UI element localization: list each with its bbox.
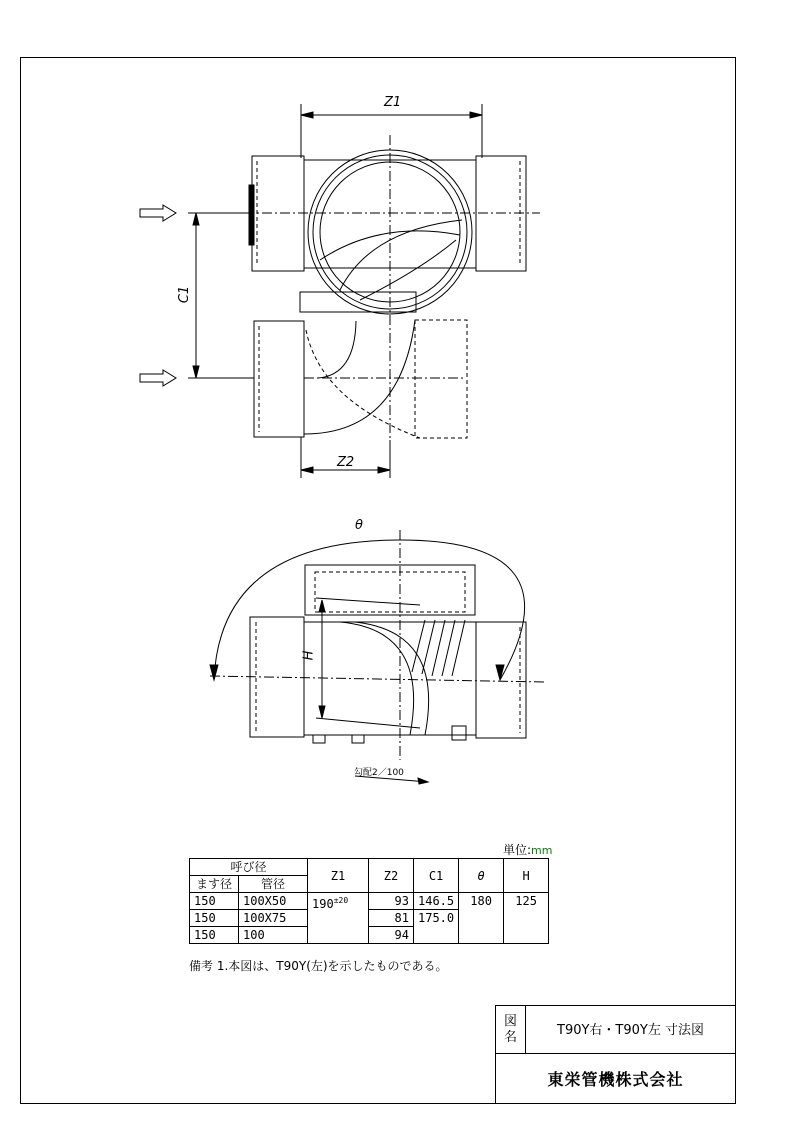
cell-z2: 81 — [369, 910, 414, 927]
cell-theta: 180 — [459, 893, 504, 944]
slope-label: 勾配2／100 — [354, 768, 404, 778]
cell-pipe: 100X50 — [239, 893, 308, 910]
header-c1: C1 — [414, 859, 459, 893]
header-masu: ます径 — [190, 876, 239, 893]
unit-value: mm — [531, 844, 553, 857]
cell-c1: 175.0 — [414, 910, 459, 944]
cell-masu: 150 — [190, 927, 239, 944]
cell-pipe: 100X75 — [239, 910, 308, 927]
z2-dim-label: Z2 — [337, 455, 355, 470]
header-z2: Z2 — [369, 859, 414, 893]
drawing-title: T90Y右・T90Y左 寸法図 — [525, 1005, 736, 1054]
side-view — [210, 530, 545, 784]
header-pipe: 管径 — [239, 876, 308, 893]
company-name: 東栄管機株式会社 — [495, 1053, 736, 1104]
unit-label: 単位:mm — [503, 843, 553, 857]
cell-c1: 146.5 — [414, 893, 459, 910]
cell-h: 125 — [504, 893, 549, 944]
cell-z2: 93 — [369, 893, 414, 910]
cell-masu: 150 — [190, 893, 239, 910]
cell-z1: $190^{\pm 20}$ — [308, 893, 369, 944]
cell-z2: 94 — [369, 927, 414, 944]
theta-dim-label: θ — [355, 518, 363, 533]
table-row — [190, 893, 549, 910]
header-h: H — [504, 859, 549, 893]
title-block-label: 図 名 — [495, 1005, 526, 1054]
remarks-note: 備考 1.本図は、T90Y(左)を示したものである。 — [189, 959, 448, 973]
header-nominal: 呼び径 — [190, 859, 308, 876]
c1-dim-label: C1 — [177, 285, 193, 304]
top-view — [140, 104, 540, 478]
h-dim-label: H — [301, 650, 317, 661]
header-z1: Z1 — [308, 859, 369, 893]
cell-masu: 150 — [190, 910, 239, 927]
header-theta: θ — [459, 859, 504, 893]
z1-dim-label: Z1 — [384, 95, 402, 110]
cell-pipe: 100 — [239, 927, 308, 944]
spec-table — [189, 858, 549, 944]
